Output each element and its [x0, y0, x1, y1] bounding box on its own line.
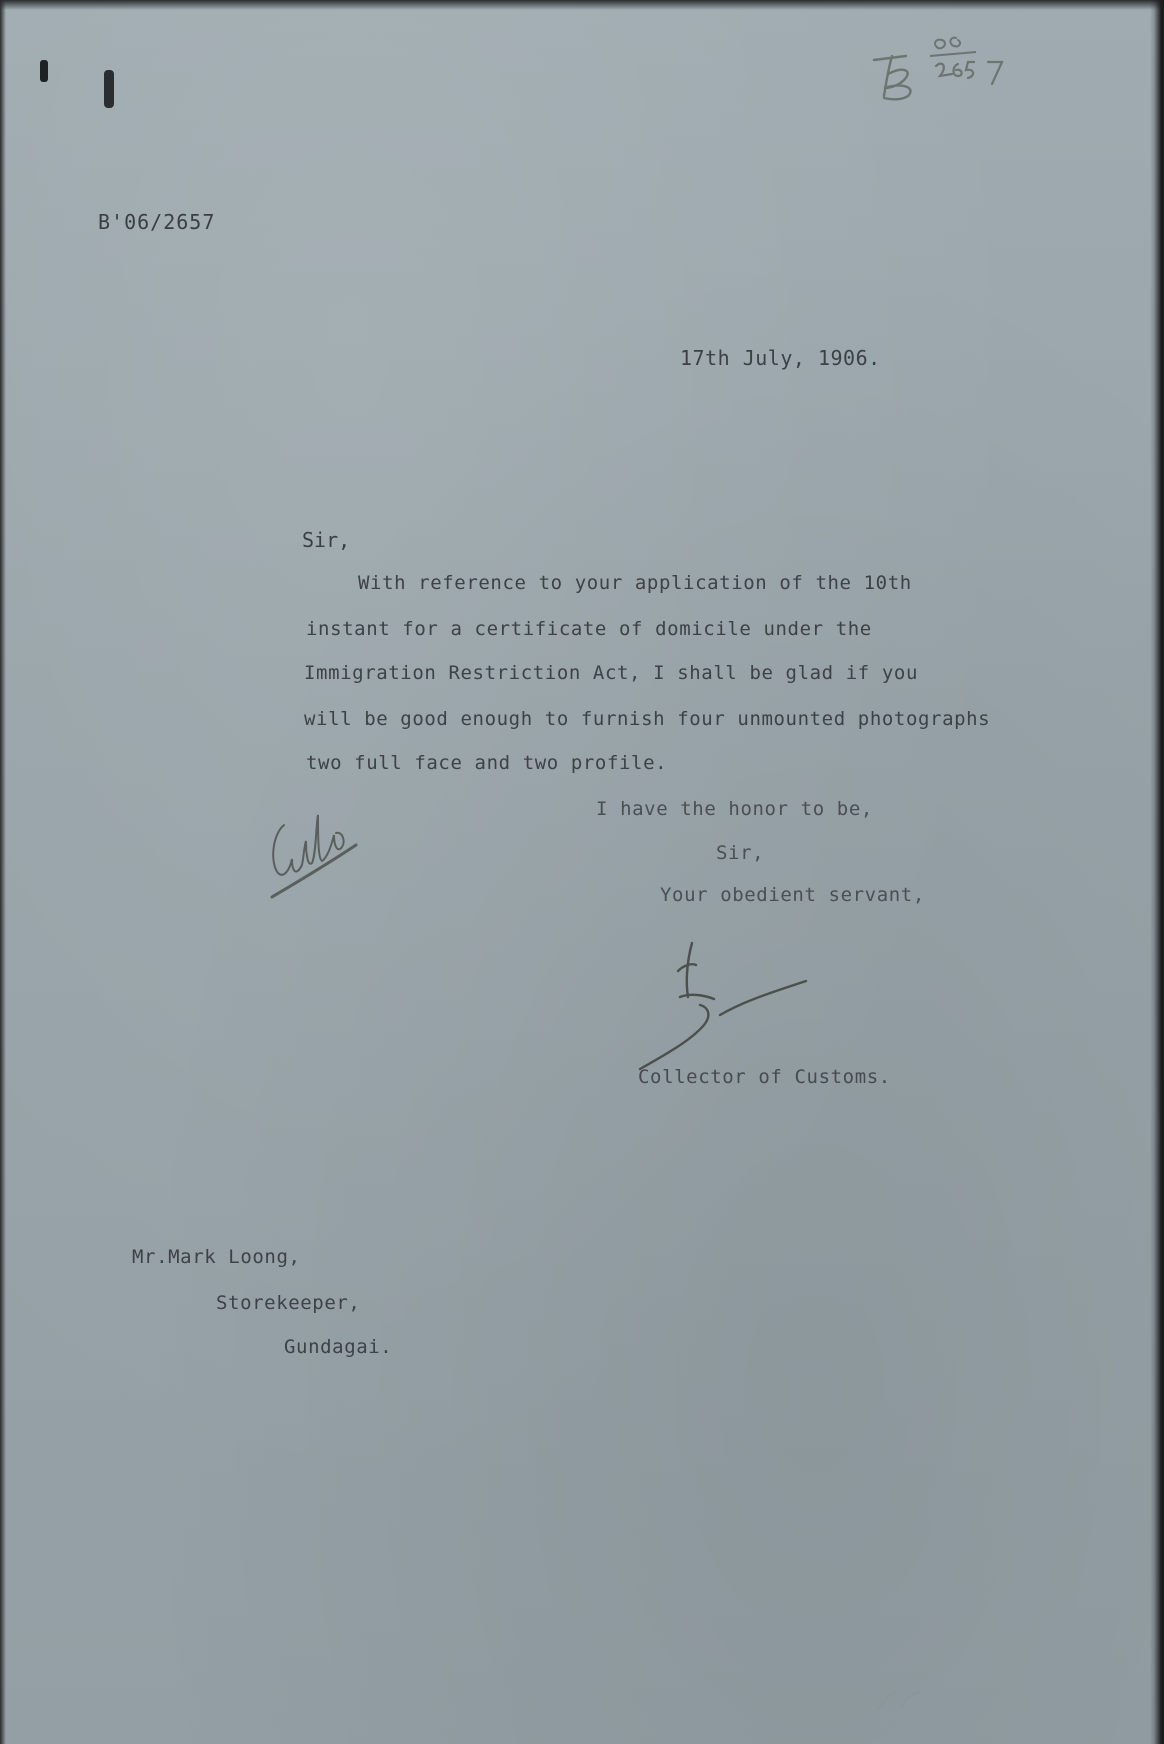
closing-line: I have the honor to be,	[596, 798, 873, 820]
body-line: Immigration Restriction Act, I shall be glad if you	[304, 662, 918, 684]
binding-clip-mark	[104, 70, 114, 108]
body-line: instant for a certificate of domicile under the	[306, 618, 872, 640]
faint-pencil-mark	[870, 1680, 930, 1720]
page-top-edge	[0, 0, 1164, 10]
margin-initials	[262, 785, 362, 905]
body-line: With reference to your application of the 10th	[358, 572, 912, 594]
file-reference: B'06/2657	[98, 210, 216, 234]
closing-line: Sir,	[716, 842, 765, 864]
page-left-edge	[0, 0, 6, 1744]
signatory-title: Collector of Customs.	[638, 1066, 891, 1088]
handwritten-reference	[844, 22, 1044, 102]
body-line: will be good enough to furnish four unmounted photographs	[304, 708, 991, 730]
binding-hole-mark	[40, 60, 48, 82]
addressee-place: Gundagai.	[284, 1336, 393, 1358]
letter-date: 17th July, 1906.	[680, 346, 881, 370]
closing-line: Your obedient servant,	[660, 884, 925, 906]
body-line: two full face and two profile.	[306, 752, 668, 774]
page-right-edge	[1150, 0, 1164, 1744]
salutation: Sir,	[302, 528, 351, 552]
signature	[620, 935, 820, 1085]
addressee-occupation: Storekeeper,	[216, 1292, 361, 1314]
addressee-name: Mr.Mark Loong,	[132, 1246, 301, 1268]
